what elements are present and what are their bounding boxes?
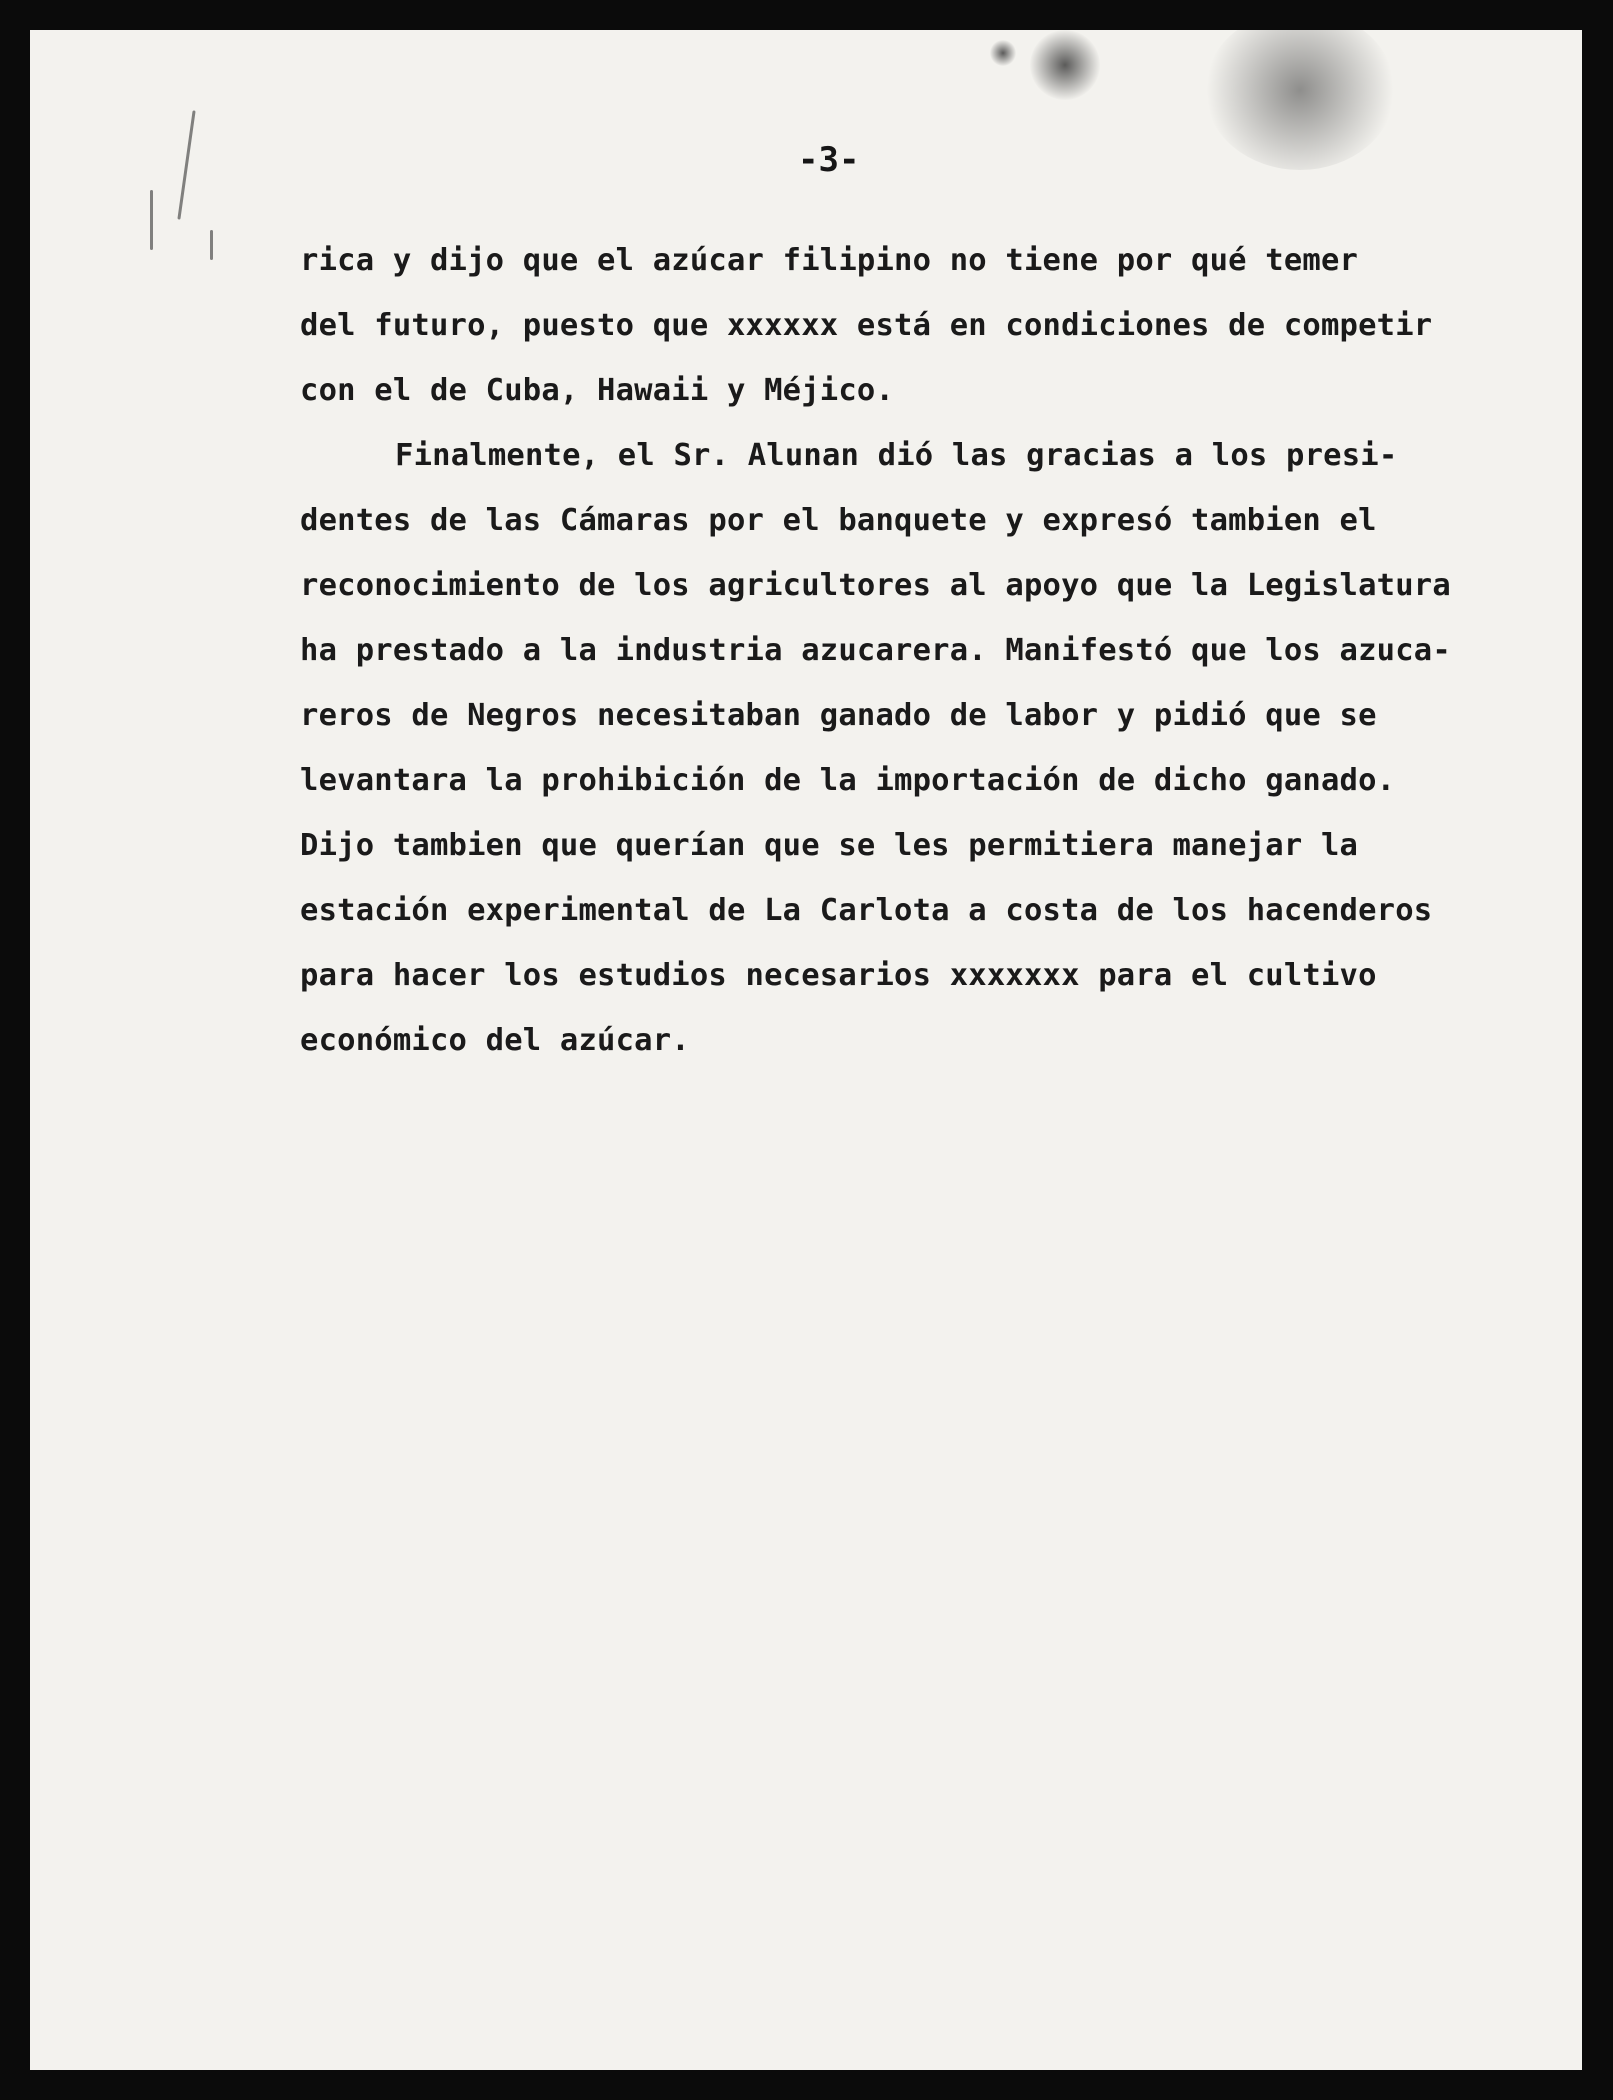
ink-smudge xyxy=(1205,30,1395,170)
text-line: reconocimiento de los agricultores al apoyo que la Legislatura xyxy=(300,568,1451,603)
text-line: estación experimental de La Carlota a costa de los hacenderos xyxy=(300,893,1433,928)
document-body xyxy=(300,228,1540,1073)
text-line: ha prestado a la industria azucarera. Manifestó que los azuca- xyxy=(300,633,1451,668)
text-line: económico del azúcar. xyxy=(300,1023,690,1058)
margin-mark xyxy=(210,230,213,260)
margin-mark xyxy=(150,190,153,250)
text-line: con el de Cuba, Hawaii y Méjico. xyxy=(300,373,895,408)
text-line: reros de Negros necesitaban ganado de labor y pidió que se xyxy=(300,698,1377,733)
text-line: dentes de las Cámaras por el banquete y expresó tambien el xyxy=(300,503,1377,538)
ink-smudge xyxy=(990,40,1016,66)
text-line: Finalmente, el Sr. Alunan dió las gracias a los presi- xyxy=(395,438,1398,473)
text-line: rica y dijo que el azúcar filipino no tiene por qué temer xyxy=(300,243,1359,278)
text-line: levantara la prohibición de la importación de dicho ganado. xyxy=(300,763,1396,798)
ink-smudge xyxy=(1030,30,1100,100)
paragraph-1 xyxy=(300,228,1540,423)
text-line: del futuro, puesto que xxxxxx está en condiciones de competir xyxy=(300,308,1433,343)
text-line: para hacer los estudios necesarios xxxxxxx para el cultivo xyxy=(300,958,1377,993)
page-number: -3- xyxy=(798,140,860,180)
margin-mark xyxy=(177,110,195,219)
text-line: Dijo tambien que querían que se les permitiera manejar la xyxy=(300,828,1359,863)
document-page xyxy=(30,30,1582,2070)
paragraph-2 xyxy=(300,423,1540,1073)
